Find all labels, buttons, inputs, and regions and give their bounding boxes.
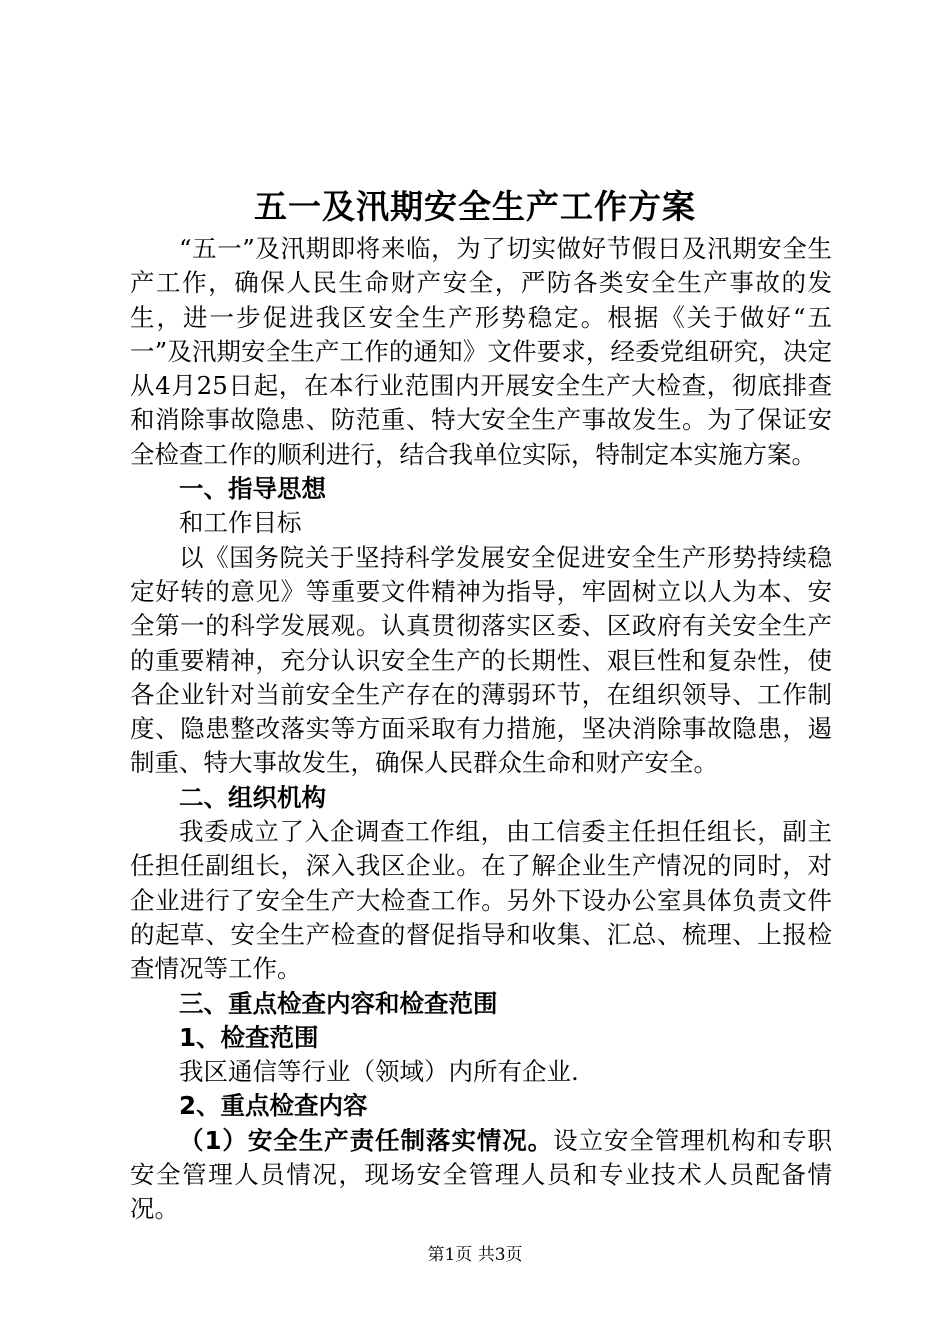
section-3-sub1-paragraph: 我区通信等行业（领域）内所有企业.: [179, 1057, 579, 1087]
section-2-heading: 二、组织机构: [179, 782, 326, 812]
section-3-heading: 三、重点检查内容和检查范围: [179, 988, 498, 1018]
document-title: 五一及汛期安全生产工作方案: [254, 187, 696, 226]
section-2-paragraph: 我委成立了入企调查工作组，由工信委主任担任组长，副主任担任副组长，深入我区企业。在了解企业生产情况的同时，对企业进行了安全生产大检查工作。另外下设办公室具体负责文件的起草、安全生产检查的督促指导和收集、汇总、梳理、上报检查情况等工作。: [130, 817, 832, 984]
section-1-heading: 一、指导思想: [179, 474, 326, 504]
section-3-sub1-heading: 1、检查范围: [179, 1022, 319, 1052]
section-3-item-1: [130, 1124, 832, 1227]
intro-paragraph: “五一”及汛期即将来临，为了切实做好节假日及汛期安全生产工作，确保人民生命财产安全，严防各类安全生产事故的发生，进一步促进我区安全生产形势稳定。根据《关于做好“五一”及汛期安全生产工作的通知》文件要求，经委党组研究，决定从4月25日起，在本行业范围内开展安全生产大检查，彻底排查和消除事故隐患、防范重、特大安全生产事故发生。为了保证安全检查工作的顺利进行，结合我单位实际，特制定本实施方案。: [130, 234, 832, 469]
section-3-item-1-label: （1）安全生产责任制落实情况。: [179, 1125, 554, 1155]
page-footer: 第1页 共3页: [427, 1245, 523, 1265]
section-3-sub2-heading: 2、重点检查内容: [179, 1091, 368, 1121]
document-body: [130, 232, 832, 1227]
section-3-item-1-body: 设立安全管理机构和专职安全管理人员情况，现场安全管理人员和专业技术人员配备情况。: [130, 1125, 833, 1224]
section-1-paragraph: 以《国务院关于坚持科学发展安全促进安全生产形势持续稳定好转的意见》等重要文件精神为指导，牢固树立以人为本、安全第一的科学发展观。认真贯彻落实区委、区政府有关安全生产的重要精神，充分认识安全生产的长期性、艰巨性和复杂性，使各企业针对当前安全生产存在的薄弱环节，在组织领导、工作制度、隐患整改落实等方面采取有力措施，坚决消除事故隐患，遏制重、特大事故发生，确保人民群众生命和财产安全。: [130, 542, 832, 778]
section-1-subheading: 和工作目标: [179, 508, 302, 538]
